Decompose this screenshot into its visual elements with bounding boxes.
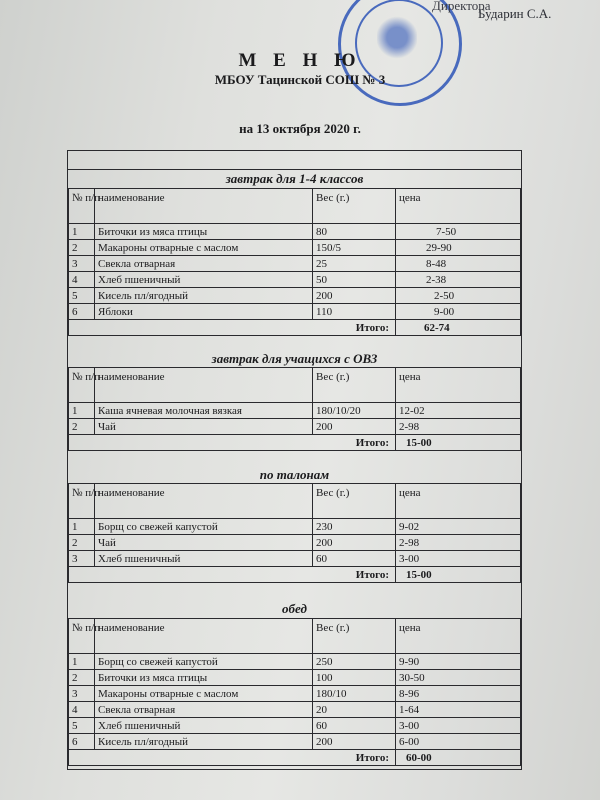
column-header-price: цена (396, 484, 521, 519)
table-row (69, 224, 521, 240)
row-weight: 100 (313, 670, 396, 686)
row-num: 2 (69, 535, 95, 551)
section-title: по талонам (259, 467, 330, 482)
row-name: Каша ячневая молочная вязкая (95, 403, 313, 419)
column-header-weight: Вес (г.) (313, 368, 396, 403)
row-num: 5 (69, 718, 95, 734)
table-row (69, 256, 521, 272)
menu-frame (67, 150, 522, 770)
total-row (69, 435, 521, 451)
total-label: Итого: (69, 750, 396, 766)
row-name: Свекла отварная (95, 702, 313, 718)
section-title: обед (282, 601, 307, 616)
row-weight: 200 (313, 419, 396, 435)
table-header-row (69, 189, 521, 224)
row-name: Чай (95, 419, 313, 435)
row-num: 4 (69, 272, 95, 288)
table-row (69, 535, 521, 551)
row-weight: 60 (313, 551, 396, 567)
page-title: М Е Н Ю (238, 50, 362, 71)
row-price: 2-50 (396, 288, 521, 304)
table-row (69, 686, 521, 702)
row-num: 1 (69, 519, 95, 535)
row-weight: 20 (313, 702, 396, 718)
row-weight: 200 (313, 535, 396, 551)
row-price: 12-02 (396, 403, 521, 419)
row-price: 9-02 (396, 519, 521, 535)
table-row (69, 240, 521, 256)
column-header-weight: Вес (г.) (313, 619, 396, 654)
row-weight: 200 (313, 288, 396, 304)
row-name: Биточки из мяса птицы (95, 224, 313, 240)
total-value: 60-00 (396, 750, 521, 766)
column-header-price: цена (396, 619, 521, 654)
table-row (69, 718, 521, 734)
table-row (69, 304, 521, 320)
row-price: 1-64 (396, 702, 521, 718)
total-row (69, 320, 521, 336)
row-name: Борщ со свежей капустой (95, 519, 313, 535)
column-header-weight: Вес (г.) (313, 189, 396, 224)
table-header-row (69, 619, 521, 654)
table-row (69, 519, 521, 535)
row-weight: 80 (313, 224, 396, 240)
row-weight: 230 (313, 519, 396, 535)
row-weight: 180/10 (313, 686, 396, 702)
column-header-name: наименование (95, 619, 313, 654)
section-title: завтрак для учащихся с ОВЗ (211, 351, 378, 366)
menu-table (68, 618, 521, 766)
column-header-num: № п/п (69, 619, 95, 654)
table-header-row (69, 368, 521, 403)
table-row (69, 272, 521, 288)
row-price: 7-50 (396, 224, 521, 240)
row-name: Борщ со свежей капустой (95, 654, 313, 670)
section-title: завтрак для 1-4 классов (225, 171, 364, 186)
total-label: Итого: (69, 320, 396, 336)
column-header-price: цена (396, 189, 521, 224)
row-price: 8-48 (396, 256, 521, 272)
total-value: 15-00 (396, 435, 521, 451)
row-name: Яблоки (95, 304, 313, 320)
row-num: 1 (69, 403, 95, 419)
row-price: 30-50 (396, 670, 521, 686)
column-header-name: наименование (95, 484, 313, 519)
total-label: Итого: (69, 435, 396, 451)
row-name: Биточки из мяса птицы (95, 670, 313, 686)
table-row (69, 734, 521, 750)
table-row (69, 419, 521, 435)
row-name: Кисель пл/ягодный (95, 734, 313, 750)
row-num: 2 (69, 240, 95, 256)
row-price: 9-90 (396, 654, 521, 670)
row-weight: 150/5 (313, 240, 396, 256)
total-value: 15-00 (396, 567, 521, 583)
row-num: 1 (69, 654, 95, 670)
row-weight: 180/10/20 (313, 403, 396, 419)
row-weight: 110 (313, 304, 396, 320)
row-name: Свекла отварная (95, 256, 313, 272)
row-price: 6-00 (396, 734, 521, 750)
row-name: Чай (95, 535, 313, 551)
column-header-num: № п/п (69, 189, 95, 224)
row-name: Хлеб пшеничный (95, 718, 313, 734)
school-name: МБОУ Тацинской СОШ № 3 (214, 72, 386, 87)
row-price: 2-38 (396, 272, 521, 288)
table-row (69, 403, 521, 419)
table-row (69, 670, 521, 686)
row-num: 3 (69, 256, 95, 272)
row-num: 3 (69, 686, 95, 702)
row-name: Хлеб пшеничный (95, 551, 313, 567)
column-header-name: наименование (95, 368, 313, 403)
row-name: Макароны отварные с маслом (95, 240, 313, 256)
table-row (69, 288, 521, 304)
menu-table (68, 188, 521, 336)
menu-table (68, 367, 521, 451)
row-name: Кисель пл/ягодный (95, 288, 313, 304)
menu-date: на 13 октября 2020 г. (239, 121, 361, 136)
column-header-price: цена (396, 368, 521, 403)
menu-table (68, 483, 521, 583)
column-header-num: № п/п (69, 484, 95, 519)
row-weight: 200 (313, 734, 396, 750)
total-label: Итого: (69, 567, 396, 583)
row-weight: 60 (313, 718, 396, 734)
section-top-line (68, 169, 521, 170)
row-num: 1 (69, 224, 95, 240)
total-row (69, 567, 521, 583)
director-name: Бударин С.А. (478, 6, 552, 21)
row-num: 3 (69, 551, 95, 567)
row-num: 4 (69, 702, 95, 718)
row-price: 8-96 (396, 686, 521, 702)
column-header-weight: Вес (г.) (313, 484, 396, 519)
table-header-row (69, 484, 521, 519)
row-num: 6 (69, 734, 95, 750)
column-header-name: наименование (95, 189, 313, 224)
row-name: Хлеб пшеничный (95, 272, 313, 288)
row-price: 2-98 (396, 419, 521, 435)
row-price: 3-00 (396, 551, 521, 567)
signature-title: Директора (432, 0, 491, 13)
total-value: 62-74 (396, 320, 521, 336)
row-weight: 25 (313, 256, 396, 272)
row-price: 3-00 (396, 718, 521, 734)
total-row (69, 750, 521, 766)
row-num: 5 (69, 288, 95, 304)
row-price: 29-90 (396, 240, 521, 256)
row-num: 2 (69, 670, 95, 686)
table-row (69, 654, 521, 670)
row-num: 6 (69, 304, 95, 320)
row-price: 2-98 (396, 535, 521, 551)
row-name: Макароны отварные с маслом (95, 686, 313, 702)
column-header-num: № п/п (69, 368, 95, 403)
table-row (69, 702, 521, 718)
table-row (69, 551, 521, 567)
row-weight: 250 (313, 654, 396, 670)
row-weight: 50 (313, 272, 396, 288)
row-price: 9-00 (396, 304, 521, 320)
row-num: 2 (69, 419, 95, 435)
